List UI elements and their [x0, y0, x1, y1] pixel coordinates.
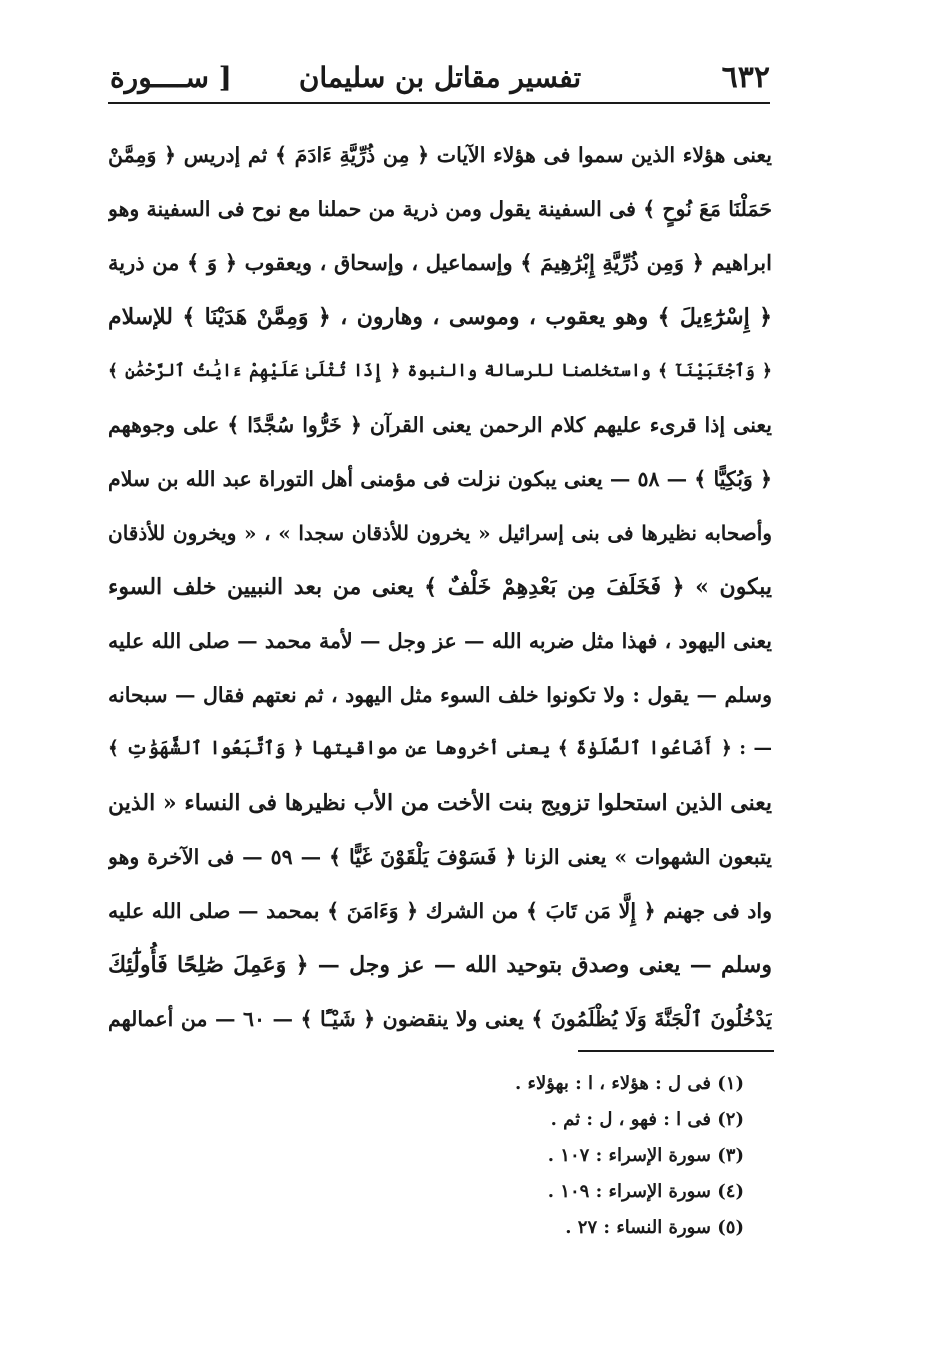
body-line: يعنى اليهود ، فهذا مثل ضربه الله — عز وجل — لأمة محمد — صلى الله عليه — [108, 629, 772, 653]
page-number: ٦٣٢ — [721, 60, 770, 95]
body-line: يبكون » ﴿ فَخَلَفَ مِن بَعْدِهِمْ خَلْفٌ ﴾ يعنى من بعد النبيين خلف السوء — [108, 574, 772, 600]
footnote-divider — [578, 1050, 774, 1052]
page-header — [110, 60, 770, 100]
body-line: يعنى الذين استحلوا تزويج بنت الأخت من الأب نظيرها فى النساء « الذين — [108, 790, 772, 816]
body-line: وأصحابه نظيرها فى بنى إسرائيل « يخرون للأذقان سجدا » ، « ويخرون للأذقان — [108, 521, 772, 545]
footnote-item: (٥) سورة النساء : ٢٧ . — [565, 1217, 744, 1238]
header-divider — [108, 102, 770, 104]
footnote-item: (٤) سورة الإسراء : ١٠٩ . — [547, 1181, 744, 1202]
body-line: ﴿ إِسْرَٰٓءِيلَ ﴾ وهو يعقوب ، وموسى ، وهارون ، ﴿ وَمِمَّنْ هَدَيْنَا ﴾ للإسلام — [108, 304, 772, 330]
body-line: ابراهيم ﴿ وَمِن ذُرِّيَّةِ إِبْرَٰهِيمَ ﴾ وإسماعيل ، وإسحاق ، ويعقوب ﴿ وَ ﴾ من ذرية — [108, 250, 772, 275]
body-line: وسلم — يعنى وصدق بتوحيد الله — عز وجل — ﴿ وَعَمِلَ صَٰلِحًا فَأُولَٰٓئِكَ — [108, 952, 772, 978]
footnote-item: (٢) فى ا : فهو ، ل : ثم . — [550, 1109, 744, 1130]
running-title: تفسير مقاتل بن سليمان — [298, 61, 582, 94]
body-line: يعنى هؤلاء الذين سموا فى هؤلاء الآيات ﴿ مِن ذُرِّيَّةِ ءَادَمَ ﴾ ثم إدريس ﴿ وَمِمَّنْ — [108, 143, 772, 167]
section-label: [ ســــورة — [110, 61, 232, 94]
body-line: يتبعون الشهوات » يعنى الزنا ﴿ فَسَوْفَ يَلْقَوْنَ غَيًّا ﴾ — ٥٩ — فى الآخرة وهو — [108, 845, 772, 869]
footnote-item: (١) فى ل : هؤلاء ، ا : بهؤلاء . — [514, 1073, 744, 1094]
body-line: واد فى جهنم ﴿ إِلَّا مَن تَابَ ﴾ من الشرك ﴿ وَءَامَنَ ﴾ بمحمد — صلى الله عليه — [108, 899, 772, 923]
body-line: ﴿ وَٱجْتَبَيْنَآ ﴾ واستخلصنا للرسالة والنبوة ﴿ إِذَا تُتْلَىٰ عَلَيْهِمْ ءَايَٰتُ ٱلرَّحْمَٰنِ ﴾ — [108, 361, 772, 381]
body-line: يَدْخُلُونَ ٱلْجَنَّةَ وَلَا يُظْلَمُونَ ﴾ يعنى ولا ينقضون ﴿ شَيْـًٔا ﴾ — ٦٠ — من أعمالهم — [108, 1007, 772, 1031]
body-line: حَمَلْنَا مَعَ نُوحٍ ﴾ فى السفينة يقول ومن ذرية من حملنا مع نوح فى السفينة وهو — [108, 197, 772, 221]
body-line: وسلم — يقول : ولا تكونوا خلف السوء مثل اليهود ، ثم نعتهم فقال — سبحانه — [108, 683, 772, 707]
footnotes — [324, 1066, 744, 1246]
commentary-body — [108, 128, 772, 1046]
body-line: — : ﴿ أَضَاعُوا ٱلصَّلَوٰةَ ﴾ يعنى أخروها عن مواقيتها ﴿ وَٱتَّبَعُوا ٱلشَّهَوَٰتِ ﴾ — [108, 738, 772, 759]
body-line: يعنى إذا قرىء عليهم كلام الرحمن يعنى القرآن ﴿ خَرُّوا سُجَّدًا ﴾ على وجوههم — [108, 413, 772, 437]
body-line: ﴿ وَبُكِيًّا ﴾ — ٥٨ — يعنى يبكون نزلت فى مؤمنى أهل التوراة عبد الله بن سلام — [108, 467, 772, 491]
footnote-item: (٣) سورة الإسراء : ١٠٧ . — [547, 1145, 744, 1166]
